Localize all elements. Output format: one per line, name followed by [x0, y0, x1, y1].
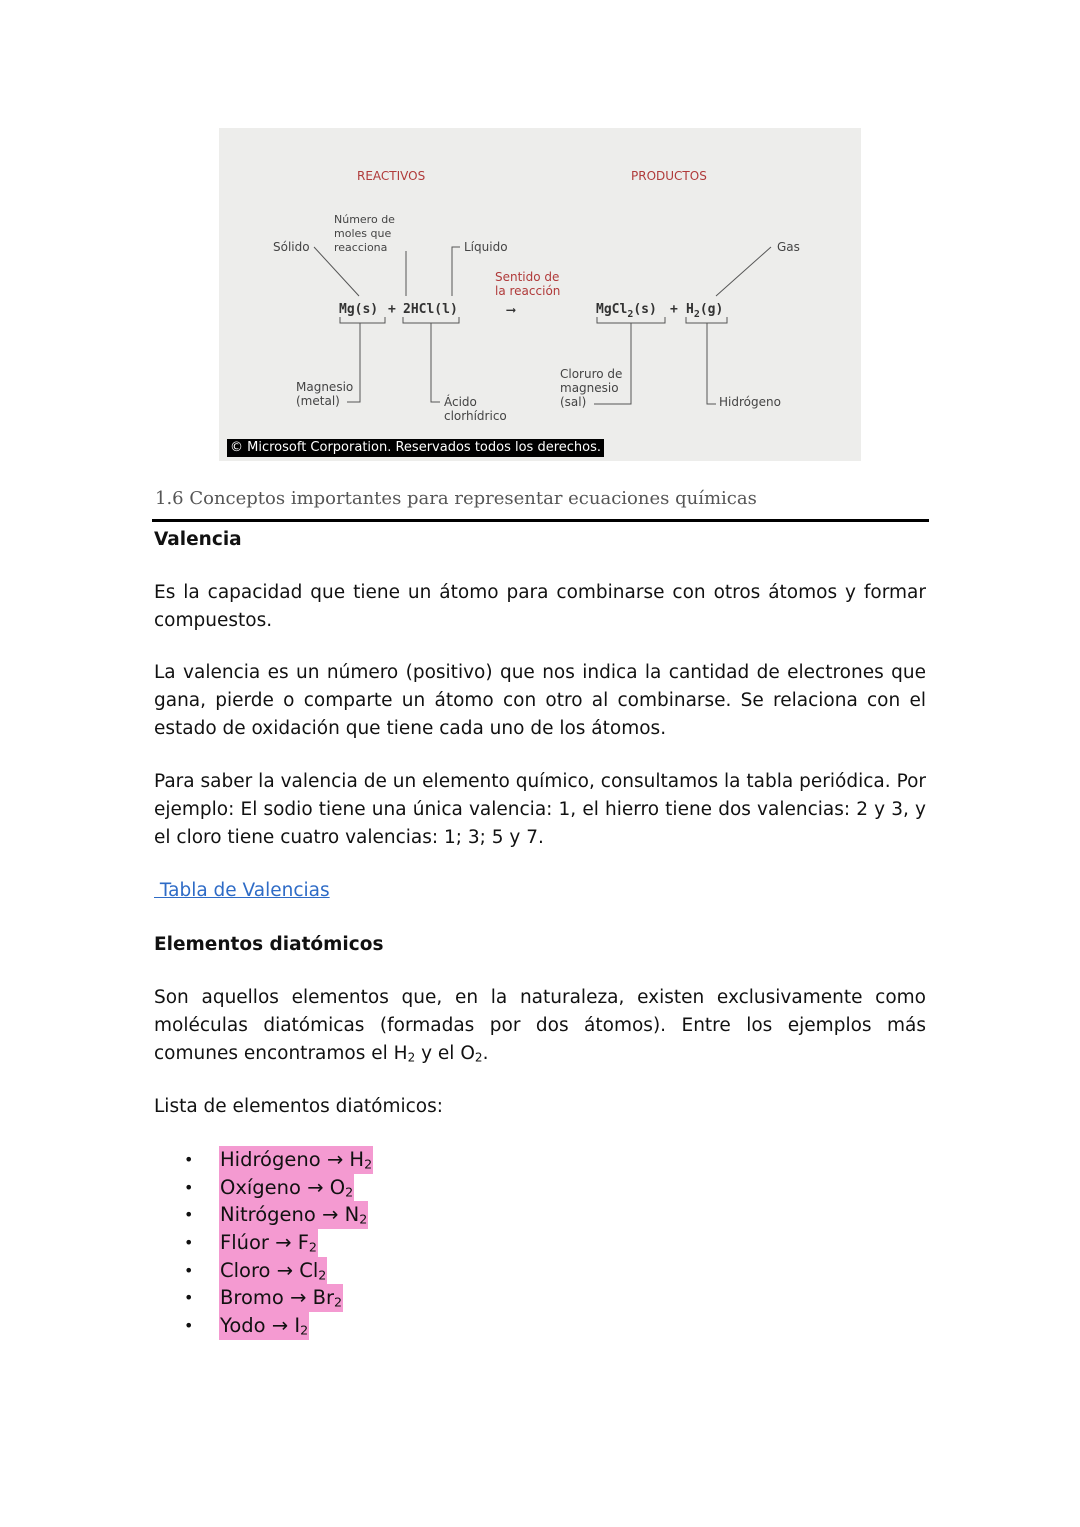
acido-label-1: Ácido: [444, 395, 477, 409]
element-symbol: F: [297, 1231, 309, 1255]
bullet: •: [184, 1233, 194, 1253]
eq-plus-1: +: [388, 302, 396, 317]
gas-label: Gas: [777, 240, 800, 254]
arrow: →: [283, 1286, 313, 1310]
diatomicos-text-a: Son aquellos elementos que, en la naturaleza, existen exclusivamente como moléculas diatómicas (formadas por dos átomos). Entre los ejemplos más comunes encontramos el H: [154, 987, 926, 1064]
element-symbol: N: [344, 1203, 360, 1227]
bullet: •: [184, 1177, 194, 1197]
acido-pointer: [431, 323, 440, 402]
section-title: 1.6 Conceptos importantes para representar ecuaciones químicas: [155, 488, 757, 509]
magnesio-label-2: (metal): [296, 394, 340, 408]
element-sub: 2: [364, 1156, 373, 1172]
element-sub: 2: [308, 1239, 317, 1255]
moles-label-1: Número de: [334, 213, 395, 226]
reaction-diagram: [219, 128, 861, 461]
hidrogeno-pointer: [707, 323, 716, 404]
eq-mgcl: [596, 302, 657, 320]
element-sub: 2: [300, 1322, 309, 1338]
element-name: Cloro: [220, 1258, 271, 1282]
eq-mg: Mg(s): [339, 302, 379, 317]
valencia-paragraph-2: La valencia es un número (positivo) que nos indica la cantidad de electrones que gana, pierde o comparte un átomo con otro al combinarse. Se relaciona con el estado de oxidación que tiene cada uno de los átomos.: [154, 662, 926, 739]
highlighted-element: [219, 1229, 318, 1257]
element-name: Flúor: [220, 1231, 269, 1255]
moles-label-2: moles que: [334, 227, 392, 240]
arrow: →: [300, 1175, 330, 1199]
bullet: •: [184, 1150, 194, 1169]
liquido-label: Líquido: [464, 240, 508, 254]
element-symbol: H: [349, 1148, 365, 1171]
highlighted-element: [219, 1257, 327, 1285]
eq-mgcl-text: MgCl: [596, 302, 628, 317]
highlighted-element: [219, 1174, 354, 1202]
element-symbol: O: [329, 1175, 346, 1199]
element-symbol: I: [294, 1314, 301, 1338]
valencia-paragraph-1: Es la capacidad que tiene un átomo para combinarse con otros átomos y formar compuestos.: [154, 582, 926, 631]
element-sub: 2: [318, 1267, 327, 1283]
bullet: •: [184, 1260, 194, 1280]
moles-label-3: reacciona: [334, 241, 388, 254]
list-title: Lista de elementos diatómicos:: [154, 1096, 443, 1117]
eq-mgcl-sub: 2: [627, 309, 634, 320]
valencia-heading: Valencia: [154, 529, 242, 550]
element-symbol: Cl: [299, 1258, 319, 1282]
element-sub: 2: [333, 1294, 343, 1310]
diatomicos-sub-1: 2: [407, 1050, 416, 1065]
element-symbol: Br: [312, 1286, 334, 1310]
element-name: Oxígeno: [220, 1175, 301, 1199]
eq-mgcl-state: (s): [633, 302, 657, 317]
highlighted-element: [219, 1146, 373, 1174]
highlighted-element: [219, 1284, 343, 1312]
eq-h-sub: 2: [693, 309, 700, 320]
diatomicos-text-c: .: [482, 1043, 489, 1064]
cloruro-label-3: (sal): [560, 395, 587, 409]
hidrogeno-label: Hidrógeno: [719, 395, 781, 409]
bullet: •: [184, 1316, 194, 1336]
arrow: →: [268, 1231, 298, 1255]
element-name: Nitrógeno: [220, 1203, 316, 1227]
liquido-pointer: [452, 247, 460, 296]
arrow: →: [270, 1258, 300, 1282]
valencia-paragraph-3: Para saber la valencia de un elemento químico, consultamos la tabla periódica. Por ejemplo: El sodio tiene una única valencia: 1, el hierro tiene dos valencias: 2 y 3, y el cloro tiene cuatro valencias: 1; 3; 5 y 7.: [154, 771, 926, 848]
sentido-label-1: Sentido de: [495, 270, 560, 284]
section-divider: [152, 519, 929, 522]
sentido-label-2: la reacción: [495, 284, 561, 298]
productos-label: PRODUCTOS: [631, 169, 707, 183]
eq-h: [686, 302, 723, 320]
h2-bracket: [686, 317, 727, 323]
element-name: Hidrógeno: [220, 1148, 321, 1171]
element-name: Bromo: [220, 1286, 284, 1310]
element-sub: 2: [345, 1184, 354, 1200]
mg-bracket: [340, 317, 385, 323]
arrow: →: [320, 1148, 350, 1171]
bullet: •: [184, 1288, 194, 1308]
tabla-valencias-link[interactable]: Tabla de Valencias: [154, 880, 330, 901]
diatomicos-text-b: y el O: [415, 1043, 475, 1064]
magnesio-label-1: Magnesio: [296, 380, 354, 394]
cloruro-label-2: magnesio: [560, 381, 619, 395]
eq-h-state: (g): [699, 302, 724, 317]
acido-label-2: clorhídrico: [444, 409, 507, 423]
reaction-arrow: ⟶: [507, 303, 515, 318]
element-name: Yodo: [220, 1314, 266, 1338]
eq-h-text: H: [686, 302, 694, 317]
element-sub: 2: [359, 1211, 368, 1227]
solido-label: Sólido: [273, 240, 310, 254]
diatomicos-sub-2: 2: [474, 1050, 483, 1065]
arrow: →: [265, 1314, 295, 1338]
diatomicos-paragraph: [154, 984, 926, 1068]
highlighted-element: [219, 1312, 309, 1340]
arrow: →: [315, 1203, 345, 1227]
gas-pointer: [716, 247, 771, 296]
reactivos-label: REACTIVOS: [357, 169, 426, 183]
cloruro-label-1: Cloruro de: [560, 367, 623, 381]
hcl-bracket: [403, 317, 459, 323]
copyright-notice: © Microsoft Corporation. Reservados todos los derechos.: [227, 439, 604, 457]
eq-plus-2: +: [670, 302, 678, 317]
reaction-diagram-svg: [219, 128, 861, 461]
solido-pointer: [314, 247, 359, 296]
highlighted-element: [219, 1201, 368, 1229]
bullet: •: [184, 1205, 194, 1225]
eq-hcl: 2HCl(l): [403, 302, 458, 317]
diatomicos-heading: Elementos diatómicos: [154, 934, 384, 955]
